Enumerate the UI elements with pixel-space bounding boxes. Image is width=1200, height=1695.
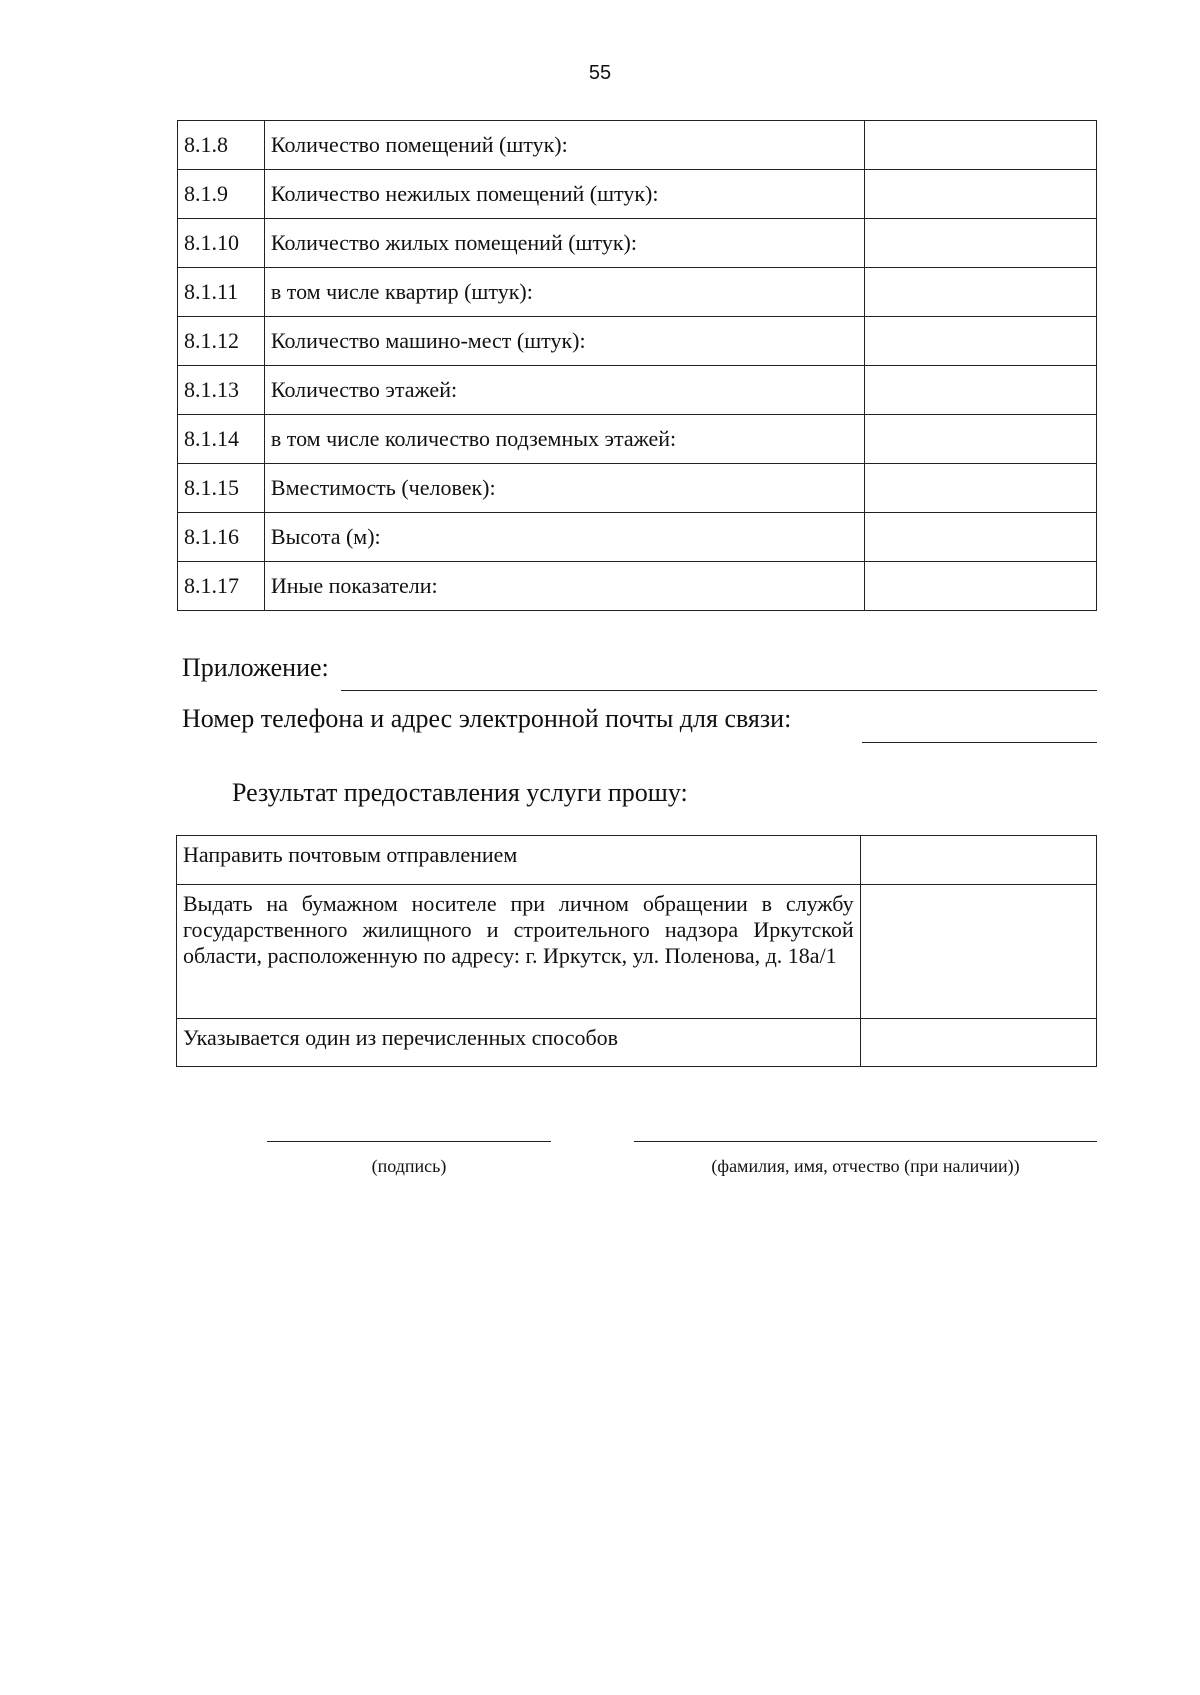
row-label: Количество жилых помещений (штук): — [264, 219, 864, 268]
option-text: Указывается один из перечисленных способов — [177, 1019, 861, 1067]
contact-field[interactable] — [862, 742, 1097, 743]
table-row — [178, 366, 1097, 415]
row-value-field[interactable] — [865, 513, 1097, 562]
row-number: 8.1.9 — [178, 170, 265, 219]
attachment-label: Приложение: — [182, 653, 329, 682]
row-value-field[interactable] — [865, 366, 1097, 415]
row-number: 8.1.8 — [178, 121, 265, 170]
table-row — [177, 885, 1097, 1019]
full-name-caption: (фамилия, имя, отчество (при наличии)) — [711, 1156, 1020, 1176]
row-label: Иные показатели: — [264, 562, 864, 611]
option-mark-cell[interactable] — [860, 1019, 1096, 1067]
row-label: в том числе количество подземных этажей: — [264, 415, 864, 464]
table-row — [178, 464, 1097, 513]
row-label: Количество машино-мест (штук): — [264, 317, 864, 366]
table-row — [178, 562, 1097, 611]
object-parameters-table — [177, 120, 1097, 611]
row-label: Количество помещений (штук): — [264, 121, 864, 170]
table-row — [178, 219, 1097, 268]
table-row — [178, 317, 1097, 366]
row-number: 8.1.15 — [178, 464, 265, 513]
option-text: Направить почтовым отправлением — [177, 836, 861, 885]
row-label: Количество этажей: — [264, 366, 864, 415]
result-options-table — [176, 835, 1097, 1067]
attachment-field[interactable] — [341, 690, 1097, 691]
row-label: Количество нежилых помещений (штук): — [264, 170, 864, 219]
row-value-field[interactable] — [865, 219, 1097, 268]
row-value-field[interactable] — [865, 268, 1097, 317]
row-value-field[interactable] — [865, 170, 1097, 219]
result-heading: Результат предоставления услуги прошу: — [232, 778, 688, 807]
row-value-field[interactable] — [865, 121, 1097, 170]
row-label: в том числе квартир (штук): — [264, 268, 864, 317]
row-value-field[interactable] — [865, 562, 1097, 611]
row-value-field[interactable] — [865, 415, 1097, 464]
table-row — [178, 170, 1097, 219]
table-row — [178, 513, 1097, 562]
row-value-field[interactable] — [865, 464, 1097, 513]
row-value-field[interactable] — [865, 317, 1097, 366]
row-number: 8.1.11 — [178, 268, 265, 317]
option-mark-cell[interactable] — [860, 836, 1096, 885]
full-name-field[interactable] — [634, 1141, 1097, 1142]
row-number: 8.1.16 — [178, 513, 265, 562]
option-mark-cell[interactable] — [860, 885, 1096, 1019]
row-number: 8.1.10 — [178, 219, 265, 268]
row-number: 8.1.17 — [178, 562, 265, 611]
table-row — [178, 121, 1097, 170]
option-text: Выдать на бумажном носителе при личном обращении в службу государственного жилищного и строительного надзора Иркутской области, расположенную по адресу: г. Иркутск, ул. Поленова, д. 18а/1 — [177, 885, 861, 1019]
row-label: Высота (м): — [264, 513, 864, 562]
row-number: 8.1.12 — [178, 317, 265, 366]
table-row — [177, 1019, 1097, 1067]
row-number: 8.1.13 — [178, 366, 265, 415]
signature-caption: (подпись) — [371, 1156, 447, 1176]
table-row — [178, 415, 1097, 464]
row-number: 8.1.14 — [178, 415, 265, 464]
table-row — [178, 268, 1097, 317]
row-label: Вместимость (человек): — [264, 464, 864, 513]
page-number: 55 — [588, 62, 612, 84]
contact-label: Номер телефона и адрес электронной почты для связи: — [182, 704, 792, 733]
table-row — [177, 836, 1097, 885]
signature-field[interactable] — [267, 1141, 551, 1142]
